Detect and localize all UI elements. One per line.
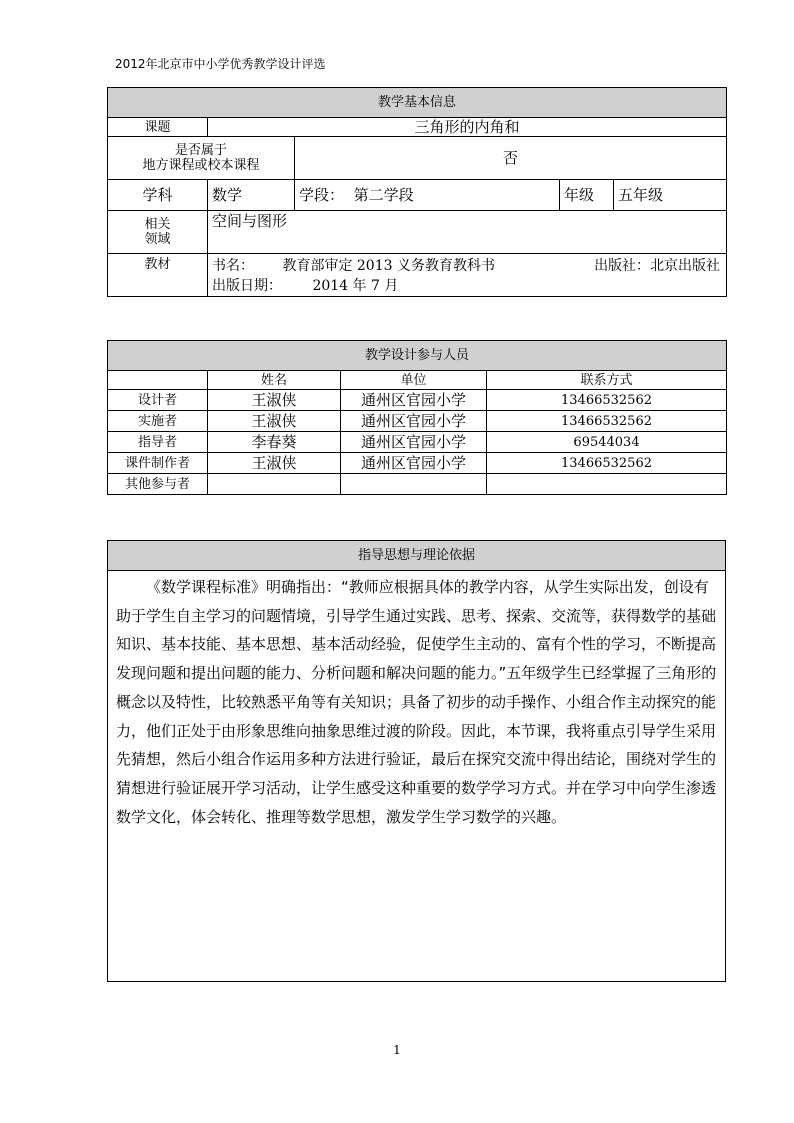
unit-cell bbox=[341, 474, 487, 495]
book-value: 教育部审定 2013 义务教育教科书 bbox=[282, 258, 495, 274]
basic-info-title: 教学基本信息 bbox=[108, 88, 727, 118]
role-cell: 实施者 bbox=[108, 411, 208, 432]
field-value: 空间与图形 bbox=[208, 211, 727, 254]
field-label-line1: 相关 bbox=[144, 217, 171, 232]
guidance-title: 指导思想与理论依据 bbox=[108, 541, 726, 571]
contact-cell: 13466532562 bbox=[487, 453, 727, 474]
table-row bbox=[108, 411, 727, 432]
local-course-label bbox=[108, 137, 295, 180]
unit-cell: 通州区官园小学 bbox=[341, 411, 487, 432]
field-label bbox=[108, 211, 208, 254]
subject-value: 数学 bbox=[208, 180, 295, 211]
local-label-line1: 是否属于 bbox=[174, 143, 227, 158]
stage-label: 学段： bbox=[299, 185, 345, 204]
topic-value: 三角形的内角和 bbox=[208, 118, 727, 137]
unit-cell: 通州区官园小学 bbox=[341, 390, 487, 411]
header-blank bbox=[108, 371, 208, 390]
guidance-paragraph: 《数学课程标准》明确指出：“教师应根据具体的教学内容，从学生实际出发，创设有助于学生自主学习的问题情境，引导学生通过实践、思考、探索、交流等，获得数学的基础知识、基本技能、基本思想、基本活动经验，促使学生主动的、富有个性的学习，不断提高发现问题和提出问题的能力、分析问题和解决问题的能力。”五年级学生已经掌握了三角形的概念以及特性，比较熟悉平角等有关知识；具备了初步的动手操作、小组合作主动探究的能力，他们正处于由形象思维向抽象思维过渡的阶段。因此，本节课，我将重点引导学生采用先猜想，然后小组合作运用多种方法进行验证，最后在探究交流中得出结论，围绕对学生的猜想进行验证展开学习活动，让学生感受这种重要的数学学习方式。并在学习中向学生渗透数学文化，体会转化、推理等数学思想，激发学生学习数学的兴趣。 bbox=[108, 571, 726, 982]
page-header: 2012年北京市中小学优秀教学设计评选 bbox=[115, 57, 326, 71]
publisher-label: 出版社： bbox=[594, 258, 651, 274]
contact-cell: 13466532562 bbox=[487, 390, 727, 411]
textbook-label: 教材 bbox=[108, 254, 208, 297]
role-cell: 设计者 bbox=[108, 390, 208, 411]
field-label-line2: 领域 bbox=[144, 232, 171, 247]
page-number: 1 bbox=[393, 1043, 401, 1057]
role-cell: 指导者 bbox=[108, 432, 208, 453]
name-cell: 王淑侠 bbox=[208, 390, 341, 411]
table-row bbox=[108, 474, 727, 495]
contact-cell: 69544034 bbox=[487, 432, 727, 453]
name-cell bbox=[208, 474, 341, 495]
unit-cell: 通州区官园小学 bbox=[341, 432, 487, 453]
guidance-table bbox=[107, 540, 726, 982]
textbook-value bbox=[208, 254, 727, 297]
subject-label: 学科 bbox=[108, 180, 208, 211]
basic-info-table bbox=[107, 87, 727, 297]
pubdate-label: 出版日期： bbox=[212, 278, 282, 294]
column-header: 单位 bbox=[341, 371, 487, 390]
column-header: 联系方式 bbox=[487, 371, 727, 390]
publisher bbox=[594, 256, 720, 276]
grade-label: 年级 bbox=[560, 180, 614, 211]
unit-cell: 通州区官园小学 bbox=[341, 453, 487, 474]
name-cell: 王淑侠 bbox=[208, 411, 341, 432]
topic-label: 课题 bbox=[108, 118, 208, 137]
stage-value: 第二学段 bbox=[353, 185, 414, 204]
name-cell: 王淑侠 bbox=[208, 453, 341, 474]
participants-title: 教学设计参与人员 bbox=[108, 341, 727, 371]
contact-cell bbox=[487, 474, 727, 495]
participants-table bbox=[107, 340, 727, 495]
role-cell: 课件制作者 bbox=[108, 453, 208, 474]
local-course-value: 否 bbox=[295, 137, 727, 180]
name-cell: 李春葵 bbox=[208, 432, 341, 453]
book-label: 书名： bbox=[212, 258, 254, 274]
grade-value: 五年级 bbox=[614, 180, 727, 211]
table-row bbox=[108, 432, 727, 453]
table-row bbox=[108, 390, 727, 411]
column-header: 姓名 bbox=[208, 371, 341, 390]
pubdate-value: 2014 年 7 月 bbox=[312, 278, 399, 294]
table-row bbox=[108, 453, 727, 474]
role-cell: 其他参与者 bbox=[108, 474, 208, 495]
publisher-value: 北京出版社 bbox=[650, 258, 721, 274]
contact-cell: 13466532562 bbox=[487, 411, 727, 432]
local-label-line2: 地方课程或校本课程 bbox=[142, 158, 260, 173]
stage-cell bbox=[295, 180, 560, 211]
